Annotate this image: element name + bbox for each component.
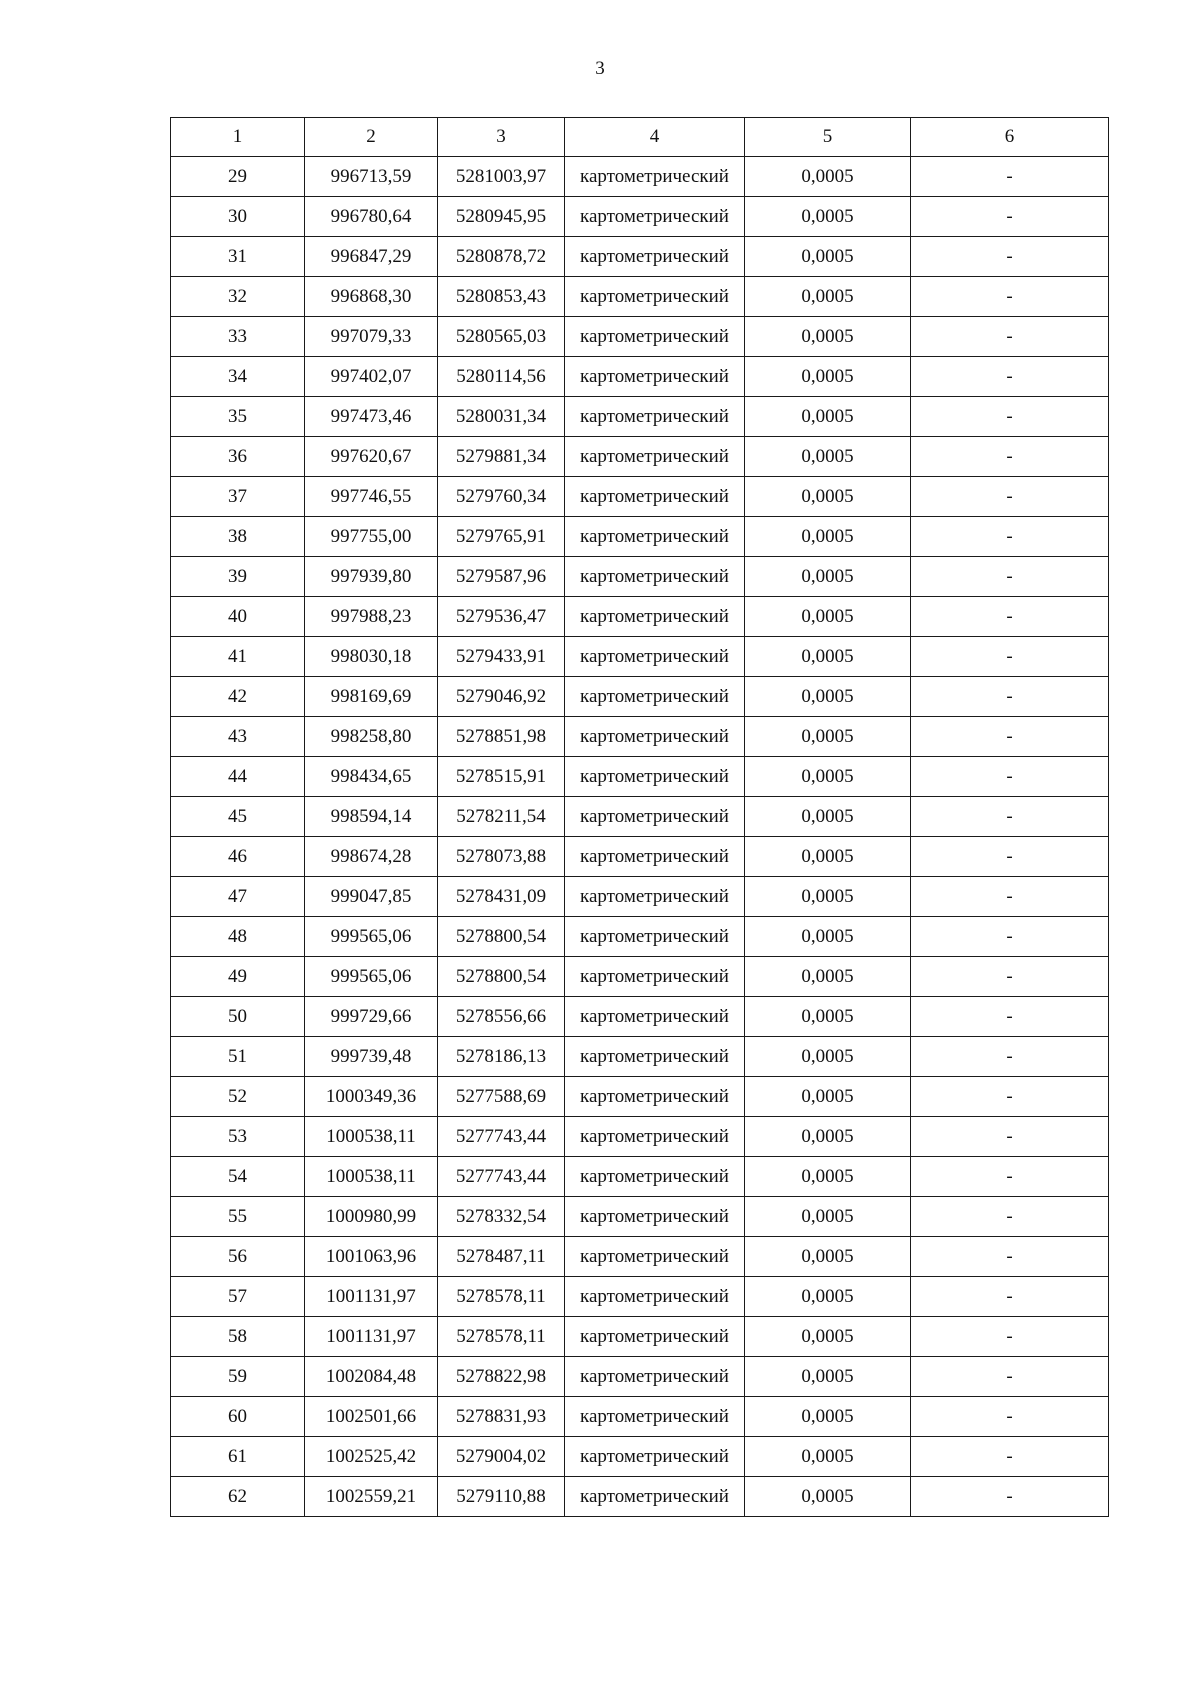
y-coordinate-cell: 5277743,44 bbox=[438, 1117, 565, 1157]
description-cell: - bbox=[911, 797, 1109, 837]
description-cell: - bbox=[911, 1117, 1109, 1157]
table-row bbox=[171, 437, 1109, 477]
table-row bbox=[171, 957, 1109, 997]
accuracy-cell: 0,0005 bbox=[745, 717, 911, 757]
y-coordinate-cell: 5278851,98 bbox=[438, 717, 565, 757]
x-coordinate-cell: 1002559,21 bbox=[305, 1477, 438, 1517]
description-cell: - bbox=[911, 1077, 1109, 1117]
accuracy-cell: 0,0005 bbox=[745, 1037, 911, 1077]
description-cell: - bbox=[911, 917, 1109, 957]
accuracy-cell: 0,0005 bbox=[745, 477, 911, 517]
table-row bbox=[171, 517, 1109, 557]
x-coordinate-cell: 1001131,97 bbox=[305, 1277, 438, 1317]
x-coordinate-cell: 999739,48 bbox=[305, 1037, 438, 1077]
table-row bbox=[171, 357, 1109, 397]
method-cell: картометрический bbox=[565, 1197, 745, 1237]
accuracy-cell: 0,0005 bbox=[745, 1117, 911, 1157]
description-cell: - bbox=[911, 957, 1109, 997]
description-cell: - bbox=[911, 1317, 1109, 1357]
y-coordinate-cell: 5278578,11 bbox=[438, 1277, 565, 1317]
column-header: 6 bbox=[911, 118, 1109, 157]
column-header: 4 bbox=[565, 118, 745, 157]
description-cell: - bbox=[911, 1397, 1109, 1437]
x-coordinate-cell: 997473,46 bbox=[305, 397, 438, 437]
point-number-cell: 34 bbox=[171, 357, 305, 397]
point-number-cell: 60 bbox=[171, 1397, 305, 1437]
description-cell: - bbox=[911, 717, 1109, 757]
y-coordinate-cell: 5280565,03 bbox=[438, 317, 565, 357]
description-cell: - bbox=[911, 1237, 1109, 1277]
description-cell: - bbox=[911, 517, 1109, 557]
y-coordinate-cell: 5278186,13 bbox=[438, 1037, 565, 1077]
description-cell: - bbox=[911, 757, 1109, 797]
table-row bbox=[171, 797, 1109, 837]
point-number-cell: 48 bbox=[171, 917, 305, 957]
method-cell: картометрический bbox=[565, 957, 745, 997]
point-number-cell: 51 bbox=[171, 1037, 305, 1077]
table-row bbox=[171, 1157, 1109, 1197]
method-cell: картометрический bbox=[565, 1357, 745, 1397]
accuracy-cell: 0,0005 bbox=[745, 557, 911, 597]
coordinates-table bbox=[170, 117, 1109, 1517]
y-coordinate-cell: 5279765,91 bbox=[438, 517, 565, 557]
table-row bbox=[171, 197, 1109, 237]
y-coordinate-cell: 5278211,54 bbox=[438, 797, 565, 837]
y-coordinate-cell: 5279110,88 bbox=[438, 1477, 565, 1517]
point-number-cell: 35 bbox=[171, 397, 305, 437]
method-cell: картометрический bbox=[565, 237, 745, 277]
x-coordinate-cell: 997939,80 bbox=[305, 557, 438, 597]
method-cell: картометрический bbox=[565, 317, 745, 357]
method-cell: картометрический bbox=[565, 997, 745, 1037]
point-number-cell: 53 bbox=[171, 1117, 305, 1157]
table-row bbox=[171, 557, 1109, 597]
method-cell: картометрический bbox=[565, 197, 745, 237]
y-coordinate-cell: 5278822,98 bbox=[438, 1357, 565, 1397]
table-row bbox=[171, 1437, 1109, 1477]
accuracy-cell: 0,0005 bbox=[745, 277, 911, 317]
accuracy-cell: 0,0005 bbox=[745, 197, 911, 237]
x-coordinate-cell: 1000980,99 bbox=[305, 1197, 438, 1237]
description-cell: - bbox=[911, 877, 1109, 917]
x-coordinate-cell: 997755,00 bbox=[305, 517, 438, 557]
y-coordinate-cell: 5280114,56 bbox=[438, 357, 565, 397]
x-coordinate-cell: 998258,80 bbox=[305, 717, 438, 757]
method-cell: картометрический bbox=[565, 1277, 745, 1317]
table-row bbox=[171, 757, 1109, 797]
point-number-cell: 29 bbox=[171, 157, 305, 197]
y-coordinate-cell: 5281003,97 bbox=[438, 157, 565, 197]
x-coordinate-cell: 998169,69 bbox=[305, 677, 438, 717]
x-coordinate-cell: 998674,28 bbox=[305, 837, 438, 877]
description-cell: - bbox=[911, 1157, 1109, 1197]
table-row bbox=[171, 717, 1109, 757]
table-row bbox=[171, 277, 1109, 317]
accuracy-cell: 0,0005 bbox=[745, 917, 911, 957]
method-cell: картометрический bbox=[565, 157, 745, 197]
method-cell: картометрический bbox=[565, 597, 745, 637]
x-coordinate-cell: 998030,18 bbox=[305, 637, 438, 677]
accuracy-cell: 0,0005 bbox=[745, 1357, 911, 1397]
table-row bbox=[171, 157, 1109, 197]
method-cell: картометрический bbox=[565, 557, 745, 597]
accuracy-cell: 0,0005 bbox=[745, 597, 911, 637]
y-coordinate-cell: 5278800,54 bbox=[438, 917, 565, 957]
table-row bbox=[171, 997, 1109, 1037]
x-coordinate-cell: 999047,85 bbox=[305, 877, 438, 917]
x-coordinate-cell: 996780,64 bbox=[305, 197, 438, 237]
x-coordinate-cell: 999729,66 bbox=[305, 997, 438, 1037]
column-header: 3 bbox=[438, 118, 565, 157]
method-cell: картометрический bbox=[565, 677, 745, 717]
method-cell: картометрический bbox=[565, 1477, 745, 1517]
description-cell: - bbox=[911, 1477, 1109, 1517]
x-coordinate-cell: 997746,55 bbox=[305, 477, 438, 517]
description-cell: - bbox=[911, 237, 1109, 277]
y-coordinate-cell: 5278332,54 bbox=[438, 1197, 565, 1237]
point-number-cell: 57 bbox=[171, 1277, 305, 1317]
description-cell: - bbox=[911, 277, 1109, 317]
description-cell: - bbox=[911, 477, 1109, 517]
accuracy-cell: 0,0005 bbox=[745, 1317, 911, 1357]
table-row bbox=[171, 1477, 1109, 1517]
y-coordinate-cell: 5280031,34 bbox=[438, 397, 565, 437]
y-coordinate-cell: 5278431,09 bbox=[438, 877, 565, 917]
accuracy-cell: 0,0005 bbox=[745, 1277, 911, 1317]
accuracy-cell: 0,0005 bbox=[745, 237, 911, 277]
method-cell: картометрический bbox=[565, 637, 745, 677]
method-cell: картометрический bbox=[565, 797, 745, 837]
table-row bbox=[171, 637, 1109, 677]
x-coordinate-cell: 1001063,96 bbox=[305, 1237, 438, 1277]
description-cell: - bbox=[911, 437, 1109, 477]
accuracy-cell: 0,0005 bbox=[745, 997, 911, 1037]
point-number-cell: 58 bbox=[171, 1317, 305, 1357]
y-coordinate-cell: 5278515,91 bbox=[438, 757, 565, 797]
table-row bbox=[171, 1277, 1109, 1317]
accuracy-cell: 0,0005 bbox=[745, 837, 911, 877]
x-coordinate-cell: 996713,59 bbox=[305, 157, 438, 197]
point-number-cell: 43 bbox=[171, 717, 305, 757]
x-coordinate-cell: 1000538,11 bbox=[305, 1157, 438, 1197]
table-row bbox=[171, 917, 1109, 957]
y-coordinate-cell: 5280878,72 bbox=[438, 237, 565, 277]
description-cell: - bbox=[911, 357, 1109, 397]
description-cell: - bbox=[911, 1277, 1109, 1317]
table-row bbox=[171, 597, 1109, 637]
accuracy-cell: 0,0005 bbox=[745, 1437, 911, 1477]
point-number-cell: 50 bbox=[171, 997, 305, 1037]
y-coordinate-cell: 5279004,02 bbox=[438, 1437, 565, 1477]
method-cell: картометрический bbox=[565, 517, 745, 557]
y-coordinate-cell: 5279046,92 bbox=[438, 677, 565, 717]
table-row bbox=[171, 1237, 1109, 1277]
method-cell: картометрический bbox=[565, 437, 745, 477]
accuracy-cell: 0,0005 bbox=[745, 357, 911, 397]
x-coordinate-cell: 1000349,36 bbox=[305, 1077, 438, 1117]
description-cell: - bbox=[911, 1197, 1109, 1237]
accuracy-cell: 0,0005 bbox=[745, 877, 911, 917]
point-number-cell: 42 bbox=[171, 677, 305, 717]
point-number-cell: 33 bbox=[171, 317, 305, 357]
table-row bbox=[171, 1357, 1109, 1397]
description-cell: - bbox=[911, 157, 1109, 197]
description-cell: - bbox=[911, 1357, 1109, 1397]
y-coordinate-cell: 5278487,11 bbox=[438, 1237, 565, 1277]
point-number-cell: 49 bbox=[171, 957, 305, 997]
x-coordinate-cell: 999565,06 bbox=[305, 917, 438, 957]
method-cell: картометрический bbox=[565, 757, 745, 797]
y-coordinate-cell: 5277588,69 bbox=[438, 1077, 565, 1117]
method-cell: картометрический bbox=[565, 1437, 745, 1477]
y-coordinate-cell: 5278073,88 bbox=[438, 837, 565, 877]
x-coordinate-cell: 997079,33 bbox=[305, 317, 438, 357]
method-cell: картометрический bbox=[565, 1037, 745, 1077]
method-cell: картометрический bbox=[565, 397, 745, 437]
x-coordinate-cell: 1002084,48 bbox=[305, 1357, 438, 1397]
method-cell: картометрический bbox=[565, 1117, 745, 1157]
point-number-cell: 37 bbox=[171, 477, 305, 517]
accuracy-cell: 0,0005 bbox=[745, 797, 911, 837]
accuracy-cell: 0,0005 bbox=[745, 1197, 911, 1237]
column-header: 2 bbox=[305, 118, 438, 157]
point-number-cell: 54 bbox=[171, 1157, 305, 1197]
x-coordinate-cell: 1001131,97 bbox=[305, 1317, 438, 1357]
accuracy-cell: 0,0005 bbox=[745, 397, 911, 437]
accuracy-cell: 0,0005 bbox=[745, 957, 911, 997]
y-coordinate-cell: 5279760,34 bbox=[438, 477, 565, 517]
accuracy-cell: 0,0005 bbox=[745, 677, 911, 717]
method-cell: картометрический bbox=[565, 1157, 745, 1197]
accuracy-cell: 0,0005 bbox=[745, 317, 911, 357]
description-cell: - bbox=[911, 1037, 1109, 1077]
description-cell: - bbox=[911, 637, 1109, 677]
y-coordinate-cell: 5279536,47 bbox=[438, 597, 565, 637]
x-coordinate-cell: 1002501,66 bbox=[305, 1397, 438, 1437]
table-row bbox=[171, 1077, 1109, 1117]
point-number-cell: 46 bbox=[171, 837, 305, 877]
y-coordinate-cell: 5280853,43 bbox=[438, 277, 565, 317]
x-coordinate-cell: 997988,23 bbox=[305, 597, 438, 637]
accuracy-cell: 0,0005 bbox=[745, 757, 911, 797]
description-cell: - bbox=[911, 837, 1109, 877]
accuracy-cell: 0,0005 bbox=[745, 1077, 911, 1117]
x-coordinate-cell: 999565,06 bbox=[305, 957, 438, 997]
point-number-cell: 38 bbox=[171, 517, 305, 557]
point-number-cell: 45 bbox=[171, 797, 305, 837]
method-cell: картометрический bbox=[565, 277, 745, 317]
description-cell: - bbox=[911, 397, 1109, 437]
point-number-cell: 30 bbox=[171, 197, 305, 237]
y-coordinate-cell: 5277743,44 bbox=[438, 1157, 565, 1197]
table-row bbox=[171, 677, 1109, 717]
table-row bbox=[171, 1037, 1109, 1077]
method-cell: картометрический bbox=[565, 1397, 745, 1437]
point-number-cell: 56 bbox=[171, 1237, 305, 1277]
method-cell: картометрический bbox=[565, 1237, 745, 1277]
point-number-cell: 61 bbox=[171, 1437, 305, 1477]
x-coordinate-cell: 998434,65 bbox=[305, 757, 438, 797]
table-row bbox=[171, 477, 1109, 517]
table-row bbox=[171, 1317, 1109, 1357]
table-header-row bbox=[171, 118, 1109, 157]
description-cell: - bbox=[911, 317, 1109, 357]
table-row bbox=[171, 1117, 1109, 1157]
point-number-cell: 47 bbox=[171, 877, 305, 917]
y-coordinate-cell: 5279587,96 bbox=[438, 557, 565, 597]
accuracy-cell: 0,0005 bbox=[745, 1397, 911, 1437]
table-row bbox=[171, 237, 1109, 277]
description-cell: - bbox=[911, 677, 1109, 717]
description-cell: - bbox=[911, 597, 1109, 637]
y-coordinate-cell: 5278578,11 bbox=[438, 1317, 565, 1357]
point-number-cell: 62 bbox=[171, 1477, 305, 1517]
x-coordinate-cell: 1002525,42 bbox=[305, 1437, 438, 1477]
x-coordinate-cell: 996847,29 bbox=[305, 237, 438, 277]
method-cell: картометрический bbox=[565, 1317, 745, 1357]
point-number-cell: 31 bbox=[171, 237, 305, 277]
point-number-cell: 40 bbox=[171, 597, 305, 637]
point-number-cell: 52 bbox=[171, 1077, 305, 1117]
description-cell: - bbox=[911, 197, 1109, 237]
y-coordinate-cell: 5280945,95 bbox=[438, 197, 565, 237]
column-header: 5 bbox=[745, 118, 911, 157]
table-row bbox=[171, 877, 1109, 917]
table-body bbox=[171, 157, 1109, 1517]
page-number: 3 bbox=[595, 58, 605, 79]
y-coordinate-cell: 5279433,91 bbox=[438, 637, 565, 677]
table-row bbox=[171, 317, 1109, 357]
method-cell: картометрический bbox=[565, 477, 745, 517]
point-number-cell: 55 bbox=[171, 1197, 305, 1237]
table-row bbox=[171, 397, 1109, 437]
accuracy-cell: 0,0005 bbox=[745, 517, 911, 557]
point-number-cell: 44 bbox=[171, 757, 305, 797]
method-cell: картометрический bbox=[565, 917, 745, 957]
accuracy-cell: 0,0005 bbox=[745, 637, 911, 677]
point-number-cell: 59 bbox=[171, 1357, 305, 1397]
accuracy-cell: 0,0005 bbox=[745, 1157, 911, 1197]
x-coordinate-cell: 997402,07 bbox=[305, 357, 438, 397]
accuracy-cell: 0,0005 bbox=[745, 437, 911, 477]
method-cell: картометрический bbox=[565, 837, 745, 877]
method-cell: картометрический bbox=[565, 1077, 745, 1117]
x-coordinate-cell: 997620,67 bbox=[305, 437, 438, 477]
y-coordinate-cell: 5278556,66 bbox=[438, 997, 565, 1037]
column-header: 1 bbox=[171, 118, 305, 157]
description-cell: - bbox=[911, 557, 1109, 597]
x-coordinate-cell: 998594,14 bbox=[305, 797, 438, 837]
x-coordinate-cell: 996868,30 bbox=[305, 277, 438, 317]
method-cell: картометрический bbox=[565, 877, 745, 917]
point-number-cell: 41 bbox=[171, 637, 305, 677]
description-cell: - bbox=[911, 997, 1109, 1037]
table-row bbox=[171, 1397, 1109, 1437]
method-cell: картометрический bbox=[565, 357, 745, 397]
point-number-cell: 36 bbox=[171, 437, 305, 477]
accuracy-cell: 0,0005 bbox=[745, 157, 911, 197]
description-cell: - bbox=[911, 1437, 1109, 1477]
y-coordinate-cell: 5278800,54 bbox=[438, 957, 565, 997]
table-row bbox=[171, 1197, 1109, 1237]
method-cell: картометрический bbox=[565, 717, 745, 757]
y-coordinate-cell: 5279881,34 bbox=[438, 437, 565, 477]
point-number-cell: 39 bbox=[171, 557, 305, 597]
x-coordinate-cell: 1000538,11 bbox=[305, 1117, 438, 1157]
accuracy-cell: 0,0005 bbox=[745, 1237, 911, 1277]
table-row bbox=[171, 837, 1109, 877]
point-number-cell: 32 bbox=[171, 277, 305, 317]
y-coordinate-cell: 5278831,93 bbox=[438, 1397, 565, 1437]
accuracy-cell: 0,0005 bbox=[745, 1477, 911, 1517]
